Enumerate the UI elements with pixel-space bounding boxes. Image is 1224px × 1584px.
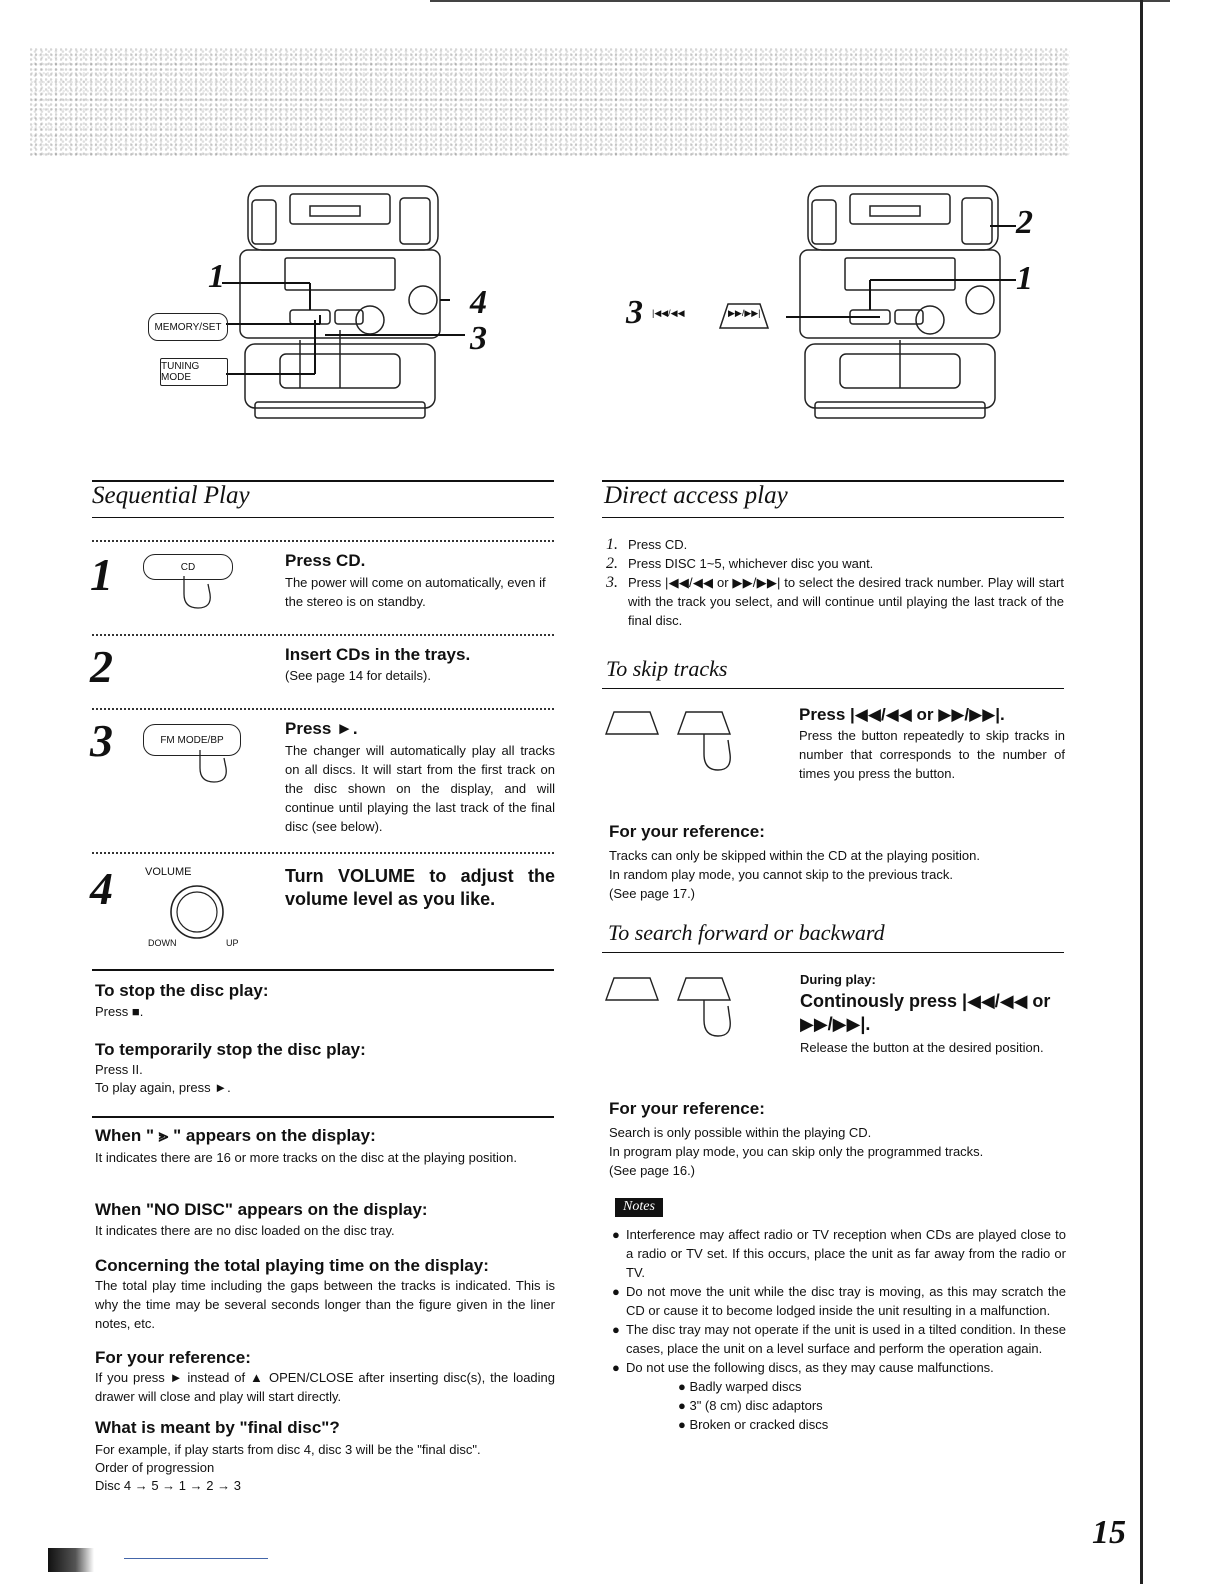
page-number: 15 — [1092, 1514, 1126, 1551]
volume-up-label: UP — [226, 938, 239, 948]
note-text: The disc tray may not operate if the unit is used in a tilted condition. In these cases, place the unit on a level surface and perform the operation again. — [626, 1322, 1066, 1356]
list-item-number: 1. — [606, 536, 618, 553]
section-rule — [92, 969, 554, 971]
search-buttons-icon — [604, 970, 754, 1040]
callout-1-right: 1 — [1016, 260, 1033, 297]
step-4-heading: Turn VOLUME to adjust the volume level as you like. — [285, 866, 555, 909]
direct-steps-list — [606, 535, 1064, 630]
final-disc-line-2: Order of progression — [95, 1460, 215, 1475]
list-item: ● Badly warped discs — [678, 1379, 802, 1394]
total-time-heading: Concerning the total playing time on the display: — [95, 1256, 489, 1275]
memory-set-label: MEMORY/SET — [154, 321, 222, 333]
section-rule — [92, 1116, 554, 1118]
stereo-diagram-left — [140, 180, 500, 430]
step-2-body: (See page 14 for details). — [285, 668, 431, 683]
skip-body: Press the button repeatedly to skip tracks in number that corresponds to the number of times you press the button. — [799, 728, 1065, 781]
callout-3-right: 3 — [626, 294, 643, 331]
list-item-number: 3. — [606, 574, 618, 591]
arrow-indicator-body: It indicates there are 16 or more tracks on the disc at the playing position. — [95, 1150, 518, 1165]
stop-heading: To stop the disc play: — [95, 981, 269, 1000]
hand-press-icon — [192, 748, 232, 784]
right-edge-bar — [1140, 0, 1143, 1584]
search-body: Release the button at the desired position. — [800, 1040, 1044, 1055]
final-disc-line-3: Disc 4 → 5 → 1 → 2 → 3 — [95, 1478, 241, 1493]
list-item-text: Press |◀◀/◀◀ or ▶▶/▶▶| to select the desired track number. Play will start with the track you select, and will continue until playing the last track of the final disc. — [628, 575, 1064, 628]
search-during-label: During play: — [800, 972, 876, 987]
step-1-body: The power will come on automatically, even if the stereo is on standby. — [285, 575, 546, 609]
callout-2-right: 2 — [1016, 204, 1033, 241]
header-texture-band — [30, 48, 1070, 156]
play-button-label: FM MODE/BP — [160, 734, 224, 746]
list-item-number: 2. — [606, 555, 618, 572]
step-3-heading: Press ►. — [285, 719, 358, 738]
notes-list — [612, 1225, 1066, 1434]
memory-set-button — [148, 313, 228, 341]
subnote-text: Badly warped discs — [689, 1379, 802, 1394]
total-time-body: The total play time including the gaps between the tracks is indicated. This is why the time may be several seconds longer than the figure given in the liner notes, etc. — [95, 1278, 555, 1331]
step-1-number: 1 — [90, 549, 113, 600]
no-disc-body: It indicates there are no disc loaded on the disc tray. — [95, 1223, 395, 1238]
step-divider — [92, 634, 554, 636]
step-divider — [92, 540, 554, 542]
sequential-title: Sequential Play — [92, 482, 250, 509]
final-disc-heading: What is meant by "final disc"? — [95, 1418, 340, 1437]
footer-mark — [48, 1548, 94, 1572]
note-text: Do not use the following discs, as they may cause malfunctions. — [626, 1360, 994, 1375]
skip-reference-heading: For your reference: — [609, 822, 765, 841]
skip-reference-line-3: (See page 17.) — [609, 886, 696, 901]
direct-title-rule — [602, 517, 1064, 518]
volume-knob-icon — [160, 880, 240, 940]
search-rule — [602, 952, 1064, 953]
left-reference-body: If you press ► instead of ▲ OPEN/CLOSE after inserting disc(s), the loading drawer will close and play will start directly. — [95, 1370, 555, 1404]
step-2-heading: Insert CDs in the trays. — [285, 645, 471, 664]
skip-tracks-rule — [602, 688, 1064, 689]
footer-line — [124, 1558, 268, 1559]
subnote-text: 3" (8 cm) disc adaptors — [689, 1398, 823, 1413]
search-reference-line-3: (See page 16.) — [609, 1163, 696, 1178]
skip-forward-button-label: ▶▶/▶▶| — [728, 308, 761, 318]
step-3-number: 3 — [90, 715, 113, 766]
skip-heading: Press |◀◀/◀◀ or ▶▶/▶▶|. — [799, 705, 1005, 724]
step-4-number: 4 — [90, 863, 113, 914]
stereo-diagram-right — [700, 180, 1040, 430]
callout-3-left: 3 — [470, 320, 487, 357]
direct-title: Direct access play — [604, 482, 788, 509]
list-item: ● The disc tray may not operate if the unit is used in a tilted condition. In these cases, place the unit on a level surface and perform the operation again. — [612, 1322, 1066, 1356]
cd-button-label: CD — [180, 561, 196, 573]
volume-down-label: DOWN — [148, 938, 177, 948]
step-3-body: The changer will automatically play all tracks on all discs. It will start from the first track on the disc shown on the display, and will continue until playing the last track of the final disc (see below). — [285, 743, 555, 834]
callout-4-left: 4 — [470, 284, 487, 321]
list-item: ● Broken or cracked discs — [678, 1417, 829, 1432]
tuning-mode-label: TUNING MODE — [161, 361, 200, 383]
pause-line-1: Press II. — [95, 1062, 143, 1077]
search-title: To search forward or backward — [608, 920, 885, 945]
list-item: ● Interference may affect radio or TV reception when CDs are played close to a radio or TV set. If this occurs, place the unit as far away from the radio or TV. — [612, 1227, 1066, 1280]
final-disc-line-1: For example, if play starts from disc 4, disc 3 will be the "final disc". — [95, 1442, 481, 1457]
step-divider — [92, 852, 554, 854]
skip-reference-line-2: In random play mode, you cannot skip to the previous track. — [609, 867, 953, 882]
list-item-text: Press CD. — [628, 537, 688, 552]
skip-tracks-title: To skip tracks — [606, 656, 728, 681]
pause-line-2: To play again, press ►. — [95, 1080, 231, 1095]
list-item — [606, 573, 1064, 630]
notes-badge: Notes — [615, 1198, 663, 1217]
tuning-mode-button — [160, 358, 228, 386]
list-item: ● Do not use the following discs, as they may cause malfunctions. — [612, 1358, 1066, 1377]
subnote-text: Broken or cracked discs — [689, 1417, 829, 1432]
skip-buttons-icon — [604, 704, 754, 774]
step-divider — [92, 708, 554, 710]
hand-press-icon — [176, 574, 216, 610]
left-reference-heading: For your reference: — [95, 1348, 251, 1367]
step-2-number: 2 — [90, 641, 113, 692]
search-reference-line-2: In program play mode, you can skip only the programmed tracks. — [609, 1144, 984, 1159]
callout-1-left: 1 — [208, 258, 225, 295]
note-text: Interference may affect radio or TV reception when CDs are played close to a radio or TV set. If this occurs, place the unit as far away from the radio or TV. — [626, 1227, 1066, 1280]
note-text: Do not move the unit while the disc tray is moving, as this may scratch the CD or cause it to become lodged inside the unit resulting in a malfunction. — [626, 1284, 1066, 1318]
list-item — [606, 554, 1064, 573]
list-item: ● 3" (8 cm) disc adaptors — [678, 1398, 823, 1413]
volume-knob-label: VOLUME — [145, 866, 192, 878]
list-item — [606, 535, 1064, 554]
search-reference-heading: For your reference: — [609, 1099, 765, 1118]
no-disc-heading: When "NO DISC" appears on the display: — [95, 1200, 428, 1219]
list-item-text: Press DISC 1~5, whichever disc you want. — [628, 556, 874, 571]
arrow-indicator-heading: When " ⪢ " appears on the display: — [95, 1126, 376, 1145]
step-1-heading: Press CD. — [285, 551, 366, 570]
sequential-title-rule — [92, 517, 554, 518]
pause-heading: To temporarily stop the disc play: — [95, 1040, 366, 1059]
search-heading: Continously press |◀◀/◀◀ or ▶▶/▶▶|. — [800, 991, 1051, 1034]
skip-reference-line-1: Tracks can only be skipped within the CD at the playing position. — [609, 848, 980, 863]
list-item: ● Do not move the unit while the disc tray is moving, as this may scratch the CD or cause it to become lodged inside the unit resulting in a malfunction. — [612, 1284, 1066, 1318]
skip-back-button-label: |◀◀/◀◀ — [652, 308, 685, 318]
search-reference-line-1: Search is only possible within the playing CD. — [609, 1125, 872, 1140]
stop-body: Press ■. — [95, 1004, 144, 1019]
top-border-line — [430, 0, 1170, 2]
